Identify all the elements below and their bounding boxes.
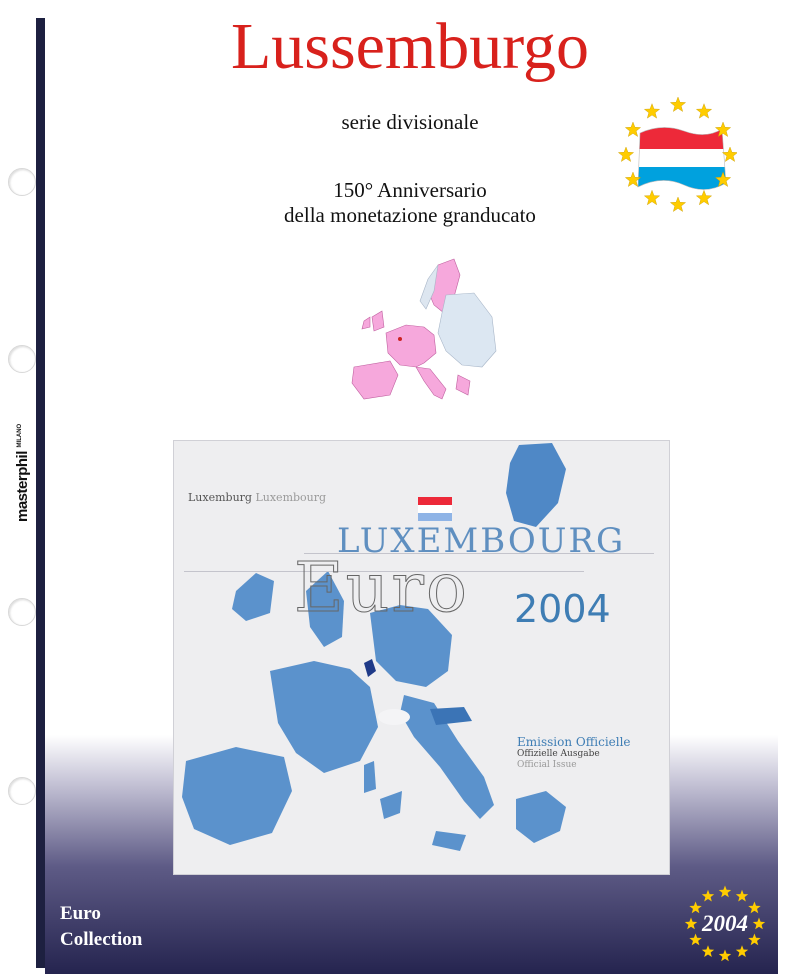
- punch-hole: [8, 598, 36, 626]
- page-title: Lussemburgo: [230, 10, 590, 83]
- eu-star-icon: [702, 890, 714, 902]
- collection-line-1: Euro: [60, 903, 101, 924]
- anniversary-line-1: 150° Anniversario: [333, 178, 487, 202]
- punch-hole: [8, 777, 36, 805]
- punch-hole: [8, 168, 36, 196]
- year-badge-text: 2004: [702, 911, 748, 936]
- coin-set-cover: [173, 440, 670, 875]
- left-binding-bar: [36, 18, 45, 968]
- cover-country-title: LUXEMBOURG: [337, 521, 626, 561]
- eu-star-icon: [618, 147, 633, 161]
- euro-collection-label: [60, 901, 142, 952]
- emission-de: Offizielle Ausgabe: [517, 749, 600, 760]
- eu-star-icon: [670, 197, 685, 211]
- eu-star-icon: [644, 190, 659, 204]
- eu-star-icon: [696, 104, 711, 118]
- cover-label-fr: Luxembourg: [255, 491, 327, 504]
- emission-fr: Emission Officielle: [517, 735, 631, 749]
- brand-name: masterphil: [14, 451, 31, 522]
- eu-star-icon: [670, 97, 685, 111]
- eu-star-icon: [722, 147, 737, 161]
- cover-year: 2004: [514, 587, 611, 631]
- europe-eurozone-map-icon: [350, 255, 500, 405]
- punch-hole: [8, 345, 36, 373]
- eu-star-icon: [736, 945, 748, 957]
- page-subtitle: serie divisionale: [341, 110, 479, 134]
- eu-star-icon: [696, 190, 711, 204]
- eu-star-icon: [644, 104, 659, 118]
- eu-star-icon: [625, 122, 640, 136]
- eu-star-icon: [719, 950, 731, 962]
- eu-stars-ring-icon: [683, 884, 767, 964]
- eu-star-icon: [719, 886, 731, 898]
- eu-star-icon: [736, 890, 748, 902]
- eu-star-icon: [702, 945, 714, 957]
- anniversary-line-2: della monetazione granducato: [284, 203, 536, 228]
- cover-luxembourg-flag-icon: [418, 497, 452, 521]
- brand-city: MILANO: [17, 423, 23, 448]
- emission-en: Official Issue: [517, 760, 577, 771]
- cover-emission-text: [517, 735, 631, 771]
- brand-logo: [14, 423, 32, 522]
- cover-country-names: [188, 491, 326, 504]
- cover-euro-word: Euro: [294, 549, 469, 628]
- luxembourg-flag-eu-stars-icon: [612, 95, 737, 215]
- cover-label-de: Luxemburg: [188, 491, 252, 504]
- collection-line-2: Collection: [60, 928, 143, 950]
